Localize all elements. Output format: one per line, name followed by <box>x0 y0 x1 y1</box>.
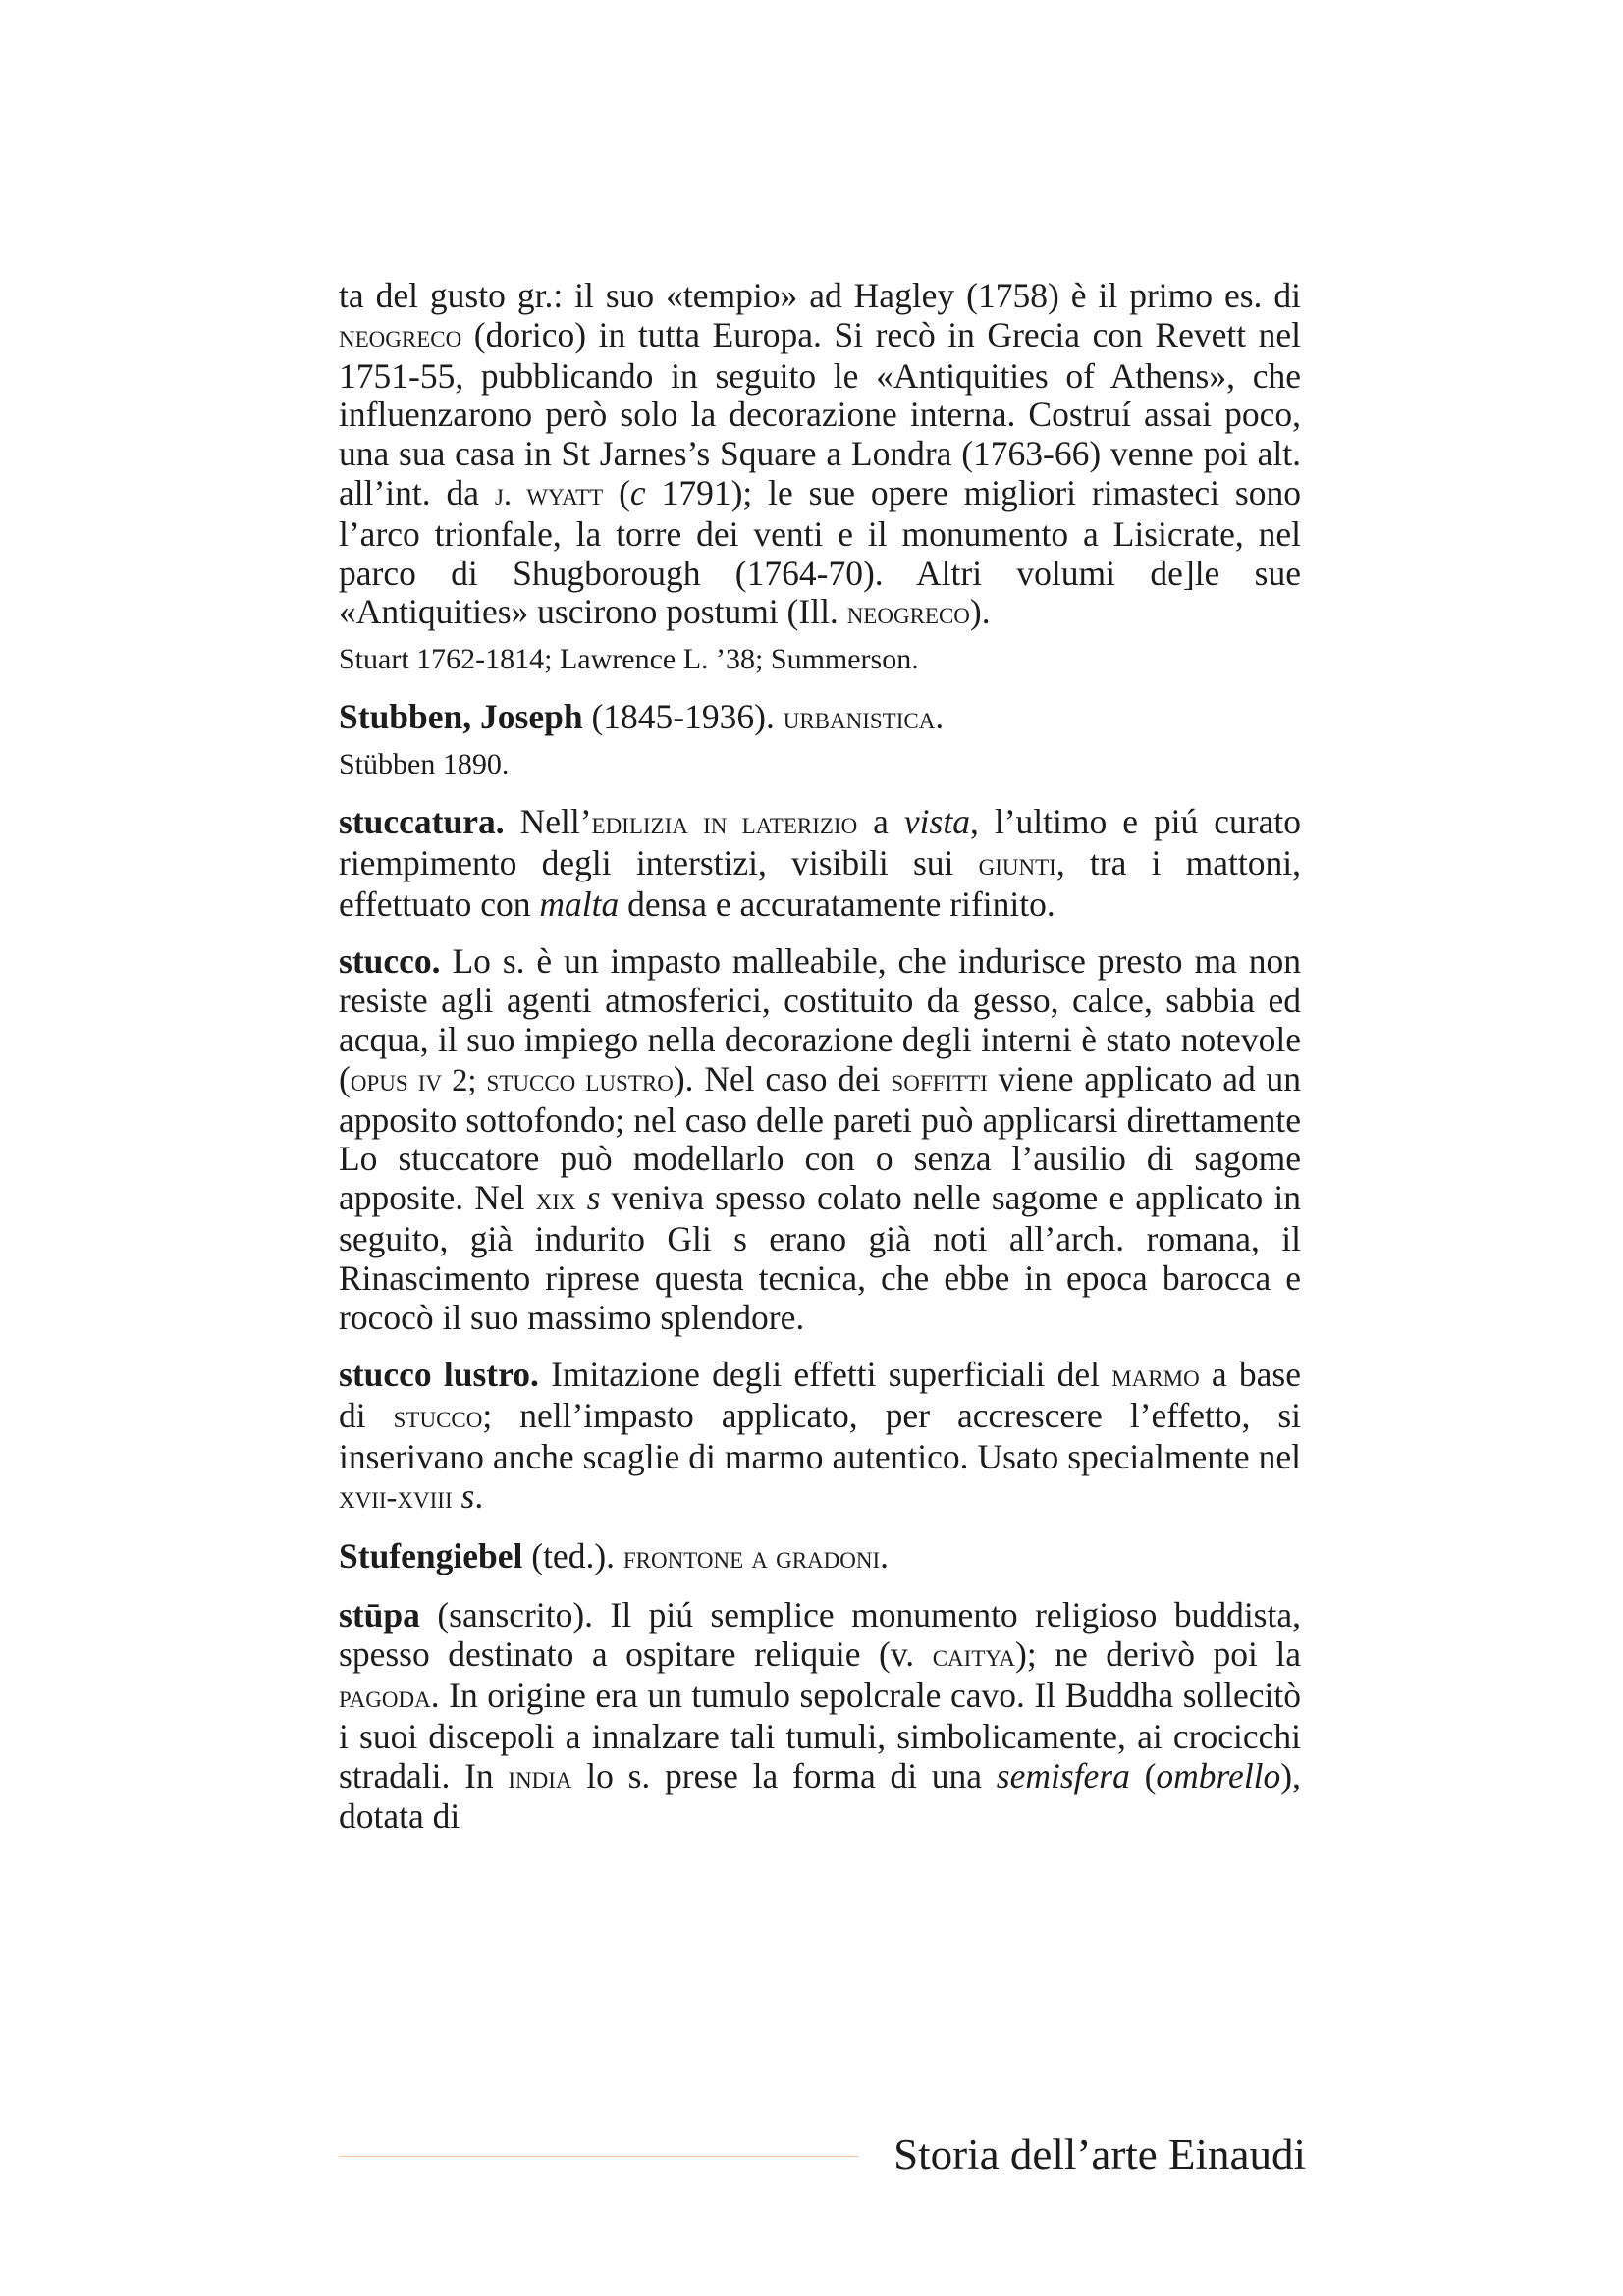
headword: Stubben, Joseph <box>339 697 583 737</box>
entry-text: 1791); le sue opere migliori rimasteci sono l’arco trionfale, la torre dei venti e il monumento a Lisicrate, nel parco di Shugborough (1764-70). Altri volumi de]le sue «Antiquities» uscirono postumi (Ill. <box>339 472 1301 632</box>
bibliography-text: Stuart 1762-1814; Lawrence L. ’38; Summerson. <box>339 643 919 676</box>
entry-text: . <box>474 1475 484 1516</box>
entry-stufengiebel <box>339 1537 1301 1578</box>
entry-text: ). Nel caso dei <box>673 1058 892 1098</box>
italic-text: vista <box>903 801 970 841</box>
entry-text: lo s. prese la forma di una <box>571 1755 997 1795</box>
italic-text: malta <box>539 883 620 924</box>
italic-text: s <box>460 1475 475 1516</box>
headword: stūpa <box>339 1595 420 1635</box>
entry-text: . <box>880 1535 890 1575</box>
cross-reference: pagoda <box>339 1679 431 1715</box>
entry-text: ). <box>969 592 991 632</box>
entry-stucco <box>339 942 1301 1337</box>
entry-text: . <box>935 697 945 737</box>
cross-reference: soffitti <box>891 1062 988 1098</box>
cross-reference: edilizia in laterizio <box>591 805 858 841</box>
entry-text: ; nell’impasto applicato, per accrescere l’effetto, si inserivano anche scaglie di marmo autentico. Usato specialmente nel <box>339 1396 1301 1476</box>
entry-text: , l’ultimo e piú curato riempimento degli interstizi, visibili sui <box>339 801 1301 882</box>
entry-text: (sanscrito). Il piú semplice monumento religioso buddista, spesso destinato a ospitare reliquie (v. <box>339 1595 1301 1675</box>
entry-stubben <box>339 698 1301 739</box>
entry-text: a base di <box>339 1355 1301 1436</box>
entry-stupa <box>339 1596 1301 1837</box>
cross-reference: xix <box>535 1182 576 1218</box>
cross-reference: caitya <box>932 1638 1016 1675</box>
cross-reference: giunti <box>978 846 1056 882</box>
entry-text <box>575 1178 586 1217</box>
entry-stucco-lustro <box>339 1356 1301 1518</box>
italic-text: s <box>586 1178 601 1218</box>
entry-text: ); ne derivò poi la <box>1015 1634 1301 1675</box>
entry-text: ), dotata di <box>339 1755 1301 1837</box>
entry-text: (ted.). <box>522 1535 623 1575</box>
footer-title: Storia dell’arte Einaudi <box>893 2130 1306 2179</box>
entry-text: . In origine era un tumulo sepolcrale cavo. Il Buddha sollecitò i suoi discepoli a innalzare tali tumuli, simbolicamente, ai crocicchi stradali. In <box>339 1675 1301 1795</box>
entry-text: viene applicato ad un apposito sottofondo; nel caso delle pareti può applicarsi direttamente Lo stuccatore può modellarlo con o senza l’ausilio di sagome apposite. Nel <box>339 1058 1301 1218</box>
entry-text: densa e accuratamente rifinito. <box>619 883 1055 924</box>
cross-reference: stucco <box>393 1400 483 1436</box>
entry-text: Imitazione degli effetti superficiali del <box>538 1355 1112 1395</box>
cross-reference: marmo <box>1111 1359 1200 1395</box>
entry-text: ( <box>1129 1755 1157 1795</box>
footer-rule <box>339 2156 859 2157</box>
italic-text: ombrello <box>1156 1755 1281 1795</box>
cross-reference: j. wyatt <box>494 476 604 512</box>
entry-text: , tra i mattoni, effettuato con <box>339 842 1301 924</box>
bibliography-stuart <box>339 642 1301 677</box>
entry-text: (1845-1936). <box>582 697 784 737</box>
bibliography-text: Stübben 1890. <box>339 747 510 780</box>
cross-reference: opus iv 2; stucco lustro <box>350 1062 674 1098</box>
entry-text: (dorico) in tutta Europa. Si recò in Grecia con Revett nel 1751-55, pubblicando in seguito le «Antiquities of Athens», che influenzarono però solo la decorazione interna. Costruí assai poco, una sua casa in St Jarnes’s Square a Londra (1763-66) venne poi alt. all’int. da <box>339 314 1301 512</box>
italic-text: semisfera <box>996 1755 1130 1795</box>
cross-reference: urbanistica <box>783 701 936 737</box>
entry-text <box>453 1476 461 1516</box>
headword: stucco lustro. <box>339 1355 539 1395</box>
headword: stuccatura. <box>339 801 505 841</box>
cross-reference: neogreco <box>339 318 462 354</box>
cross-reference: neogreco <box>846 596 970 632</box>
cross-reference: xvii-xviii <box>339 1479 453 1516</box>
italic-text: c <box>629 472 646 512</box>
cross-reference: india <box>508 1759 572 1795</box>
bibliography-stubben <box>339 747 1301 782</box>
entry-text: a <box>857 801 904 841</box>
cross-reference: frontone a gradoni <box>622 1539 881 1575</box>
entry-text: Lo s. è un impasto malleabile, che indurisce presto ma non resiste agli agenti atmosferici, costituito da gesso, calce, sabbia ed acqua, il suo impiego nella decorazione degli interni è stato notevole ( <box>339 941 1301 1098</box>
entry-stuccatura <box>339 803 1301 924</box>
body-text <box>339 277 1301 1855</box>
headword: Stufengiebel <box>339 1535 523 1575</box>
entry-stuart-continuation <box>339 277 1301 634</box>
entry-text: ta del gusto gr.: il suo «tempio» ad Hagley (1758) è il primo es. di <box>339 276 1301 315</box>
headword: stucco. <box>339 941 441 982</box>
entry-text: veniva spesso colato nelle sagome e applicato in seguito, già indurito Gli s erano già noti all’arch. romana, il Rinascimento riprese questa tecnica, che ebbe in epoca barocca e rococò il suo massimo splendore. <box>339 1178 1301 1337</box>
entry-text: Nell’ <box>504 801 592 841</box>
entry-text: ( <box>603 472 630 512</box>
